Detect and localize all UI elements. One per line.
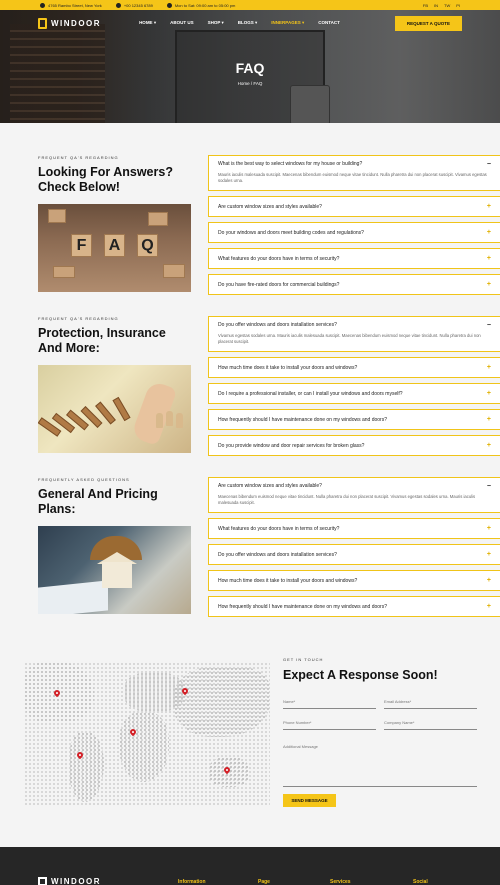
- footer-heading-services: Services: [330, 879, 351, 885]
- twitter-icon[interactable]: TW: [444, 2, 451, 8]
- section-title-line2: Check Below!: [38, 180, 120, 194]
- request-quote-button[interactable]: REQUEST A QUOTE: [395, 16, 462, 31]
- faq-item[interactable]: [208, 357, 500, 378]
- faq-item[interactable]: [208, 196, 500, 217]
- faq-accordion: [208, 155, 500, 300]
- footer-logo[interactable]: [38, 877, 101, 885]
- clock-icon: [167, 3, 172, 8]
- house-model: [102, 562, 132, 588]
- plus-icon[interactable]: +: [486, 255, 491, 262]
- faq-question[interactable]: [209, 478, 500, 494]
- section-title-line2: Plans:: [38, 502, 76, 516]
- nav-menu: [139, 20, 340, 26]
- instagram-icon[interactable]: IN: [434, 2, 438, 8]
- faq-question-text: What is the best way to select windows for my house or building?: [218, 161, 363, 167]
- faq-question[interactable]: [209, 545, 500, 564]
- plus-icon[interactable]: +: [486, 603, 491, 610]
- faq-item[interactable]: [208, 316, 500, 352]
- facebook-icon[interactable]: FB: [422, 2, 428, 8]
- nav-item-home[interactable]: HOME ▾: [139, 20, 157, 25]
- main-navigation: [0, 10, 500, 36]
- company-input[interactable]: [384, 720, 477, 725]
- wood-block: [148, 212, 168, 226]
- plus-icon[interactable]: +: [486, 281, 491, 288]
- plus-icon[interactable]: +: [486, 229, 491, 236]
- faq-item[interactable]: [208, 435, 500, 456]
- section-title-line1: Protection, Insurance: [38, 326, 166, 340]
- section-title-line1: General And Pricing: [38, 487, 158, 501]
- plus-icon[interactable]: +: [486, 577, 491, 584]
- hours-text: Mon to Sat: 09:00 am to 05:00 pm: [174, 2, 236, 8]
- faq-question[interactable]: [209, 410, 500, 429]
- section-eyebrow: FREQUENTLY ASKED QUESTIONS: [38, 477, 130, 482]
- faq-accordion: [208, 477, 500, 622]
- phone-input[interactable]: [283, 720, 376, 725]
- wooden-figure: [166, 411, 173, 426]
- faq-section-1: [38, 155, 491, 288]
- faq-question[interactable]: [209, 519, 500, 538]
- world-map: [24, 662, 270, 807]
- faq-letter-block: Q: [137, 234, 158, 257]
- faq-item[interactable]: [208, 570, 500, 591]
- footer-heading-page: Page: [258, 879, 270, 885]
- send-message-button[interactable]: SEND MESSAGE: [283, 794, 336, 807]
- map-africa: [119, 712, 169, 782]
- faq-question-text: Do you provide window and door repair services for broken glass?: [218, 442, 365, 449]
- faq-answer: Maecenas bibendum euismod neque vitae tincidunt. Nulla pharetra dui non placerat suscipit. Vivamus egestas sodales urna. Mauris iaculis malesuada suscipit.: [218, 494, 476, 505]
- email-input[interactable]: [384, 699, 477, 704]
- address-text: 4765 Rambo Street, New York: [48, 2, 102, 8]
- faq-item[interactable]: [208, 383, 500, 404]
- map-asia: [174, 667, 270, 737]
- faq-item[interactable]: [208, 477, 500, 513]
- faq-item[interactable]: [208, 544, 500, 565]
- faq-item[interactable]: [208, 518, 500, 539]
- minus-icon[interactable]: −: [486, 321, 491, 329]
- location-icon: [40, 3, 45, 8]
- pinterest-icon[interactable]: PI: [456, 2, 460, 8]
- plus-icon[interactable]: +: [486, 442, 491, 449]
- contact-title: Expect A Response Soon!: [283, 668, 438, 682]
- phone-info[interactable]: [116, 3, 153, 8]
- faq-question[interactable]: [209, 571, 500, 590]
- faq-question-text: How frequently should I have maintenance done on my windows and doors?: [218, 603, 387, 610]
- faq-question-text: Are custom window sizes and styles available?: [218, 203, 322, 210]
- faq-item[interactable]: [208, 248, 500, 269]
- faq-question[interactable]: [209, 384, 500, 403]
- top-bar: [0, 0, 500, 10]
- plus-icon[interactable]: +: [486, 551, 491, 558]
- phone-text[interactable]: +00 12345 6789: [123, 2, 153, 8]
- site-logo[interactable]: [38, 18, 101, 29]
- faq-section-2: [38, 316, 491, 449]
- faq-item[interactable]: [208, 222, 500, 243]
- faq-question[interactable]: [209, 275, 500, 294]
- faq-question[interactable]: [209, 358, 500, 377]
- domino-piece: [112, 397, 130, 421]
- faq-letter-block: A: [104, 234, 125, 257]
- email-field[interactable]: [384, 699, 477, 709]
- breadcrumb[interactable]: Home / FAQ: [237, 81, 263, 86]
- logo-icon: [38, 18, 47, 29]
- nav-item-innerpages[interactable]: INNERPAGES ▾: [271, 20, 305, 25]
- hero-banner: [0, 10, 500, 123]
- name-field[interactable]: [283, 699, 376, 709]
- faq-question-text: Do you offer windows and doors installation services?: [218, 551, 337, 558]
- faq-question-text: Do you offer windows and doors installation services?: [218, 322, 337, 328]
- wooden-figure: [176, 413, 183, 428]
- faq-item[interactable]: [208, 409, 500, 430]
- section-title-line1: Looking For Answers?: [38, 165, 173, 179]
- faq-question-text: Do you have fire-rated doors for commercial buildings?: [218, 281, 340, 288]
- company-field[interactable]: [384, 720, 477, 730]
- logo-icon: [38, 877, 47, 885]
- page-title: FAQ: [235, 60, 265, 76]
- hero-background-ac-unit: [290, 85, 330, 123]
- faq-question[interactable]: [209, 317, 500, 333]
- faq-question-text: How frequently should I have maintenance done on my windows and doors?: [218, 416, 387, 423]
- minus-icon[interactable]: −: [486, 160, 491, 168]
- faq-question[interactable]: [209, 597, 500, 616]
- wooden-figure: [156, 413, 163, 428]
- faq-section-3: [38, 477, 491, 610]
- address-info: [40, 3, 102, 8]
- name-input[interactable]: [283, 699, 376, 704]
- faq-question-text: Are custom window sizes and styles available?: [218, 483, 322, 489]
- faq-question-text: Do I require a professional installer, or can I install your windows and doors myself?: [218, 390, 403, 397]
- section-eyebrow: FREQUENT QA'S REGARDING: [38, 316, 119, 321]
- faq-item[interactable]: [208, 596, 500, 617]
- faq-item[interactable]: [208, 274, 500, 295]
- phone-icon: [116, 3, 121, 8]
- house-insurance-image: [38, 526, 191, 614]
- contact-eyebrow: GET IN TOUCH: [283, 657, 324, 662]
- faq-question[interactable]: [209, 156, 500, 172]
- contact-header: [283, 657, 478, 682]
- map-south-america: [69, 732, 104, 802]
- plus-icon[interactable]: +: [486, 525, 491, 532]
- nav-item-about[interactable]: ABOUT US: [170, 20, 194, 25]
- footer-heading-social: Social: [413, 879, 428, 885]
- faq-question[interactable]: [209, 436, 500, 455]
- faq-item[interactable]: [208, 155, 500, 191]
- site-footer: [0, 847, 500, 885]
- wood-block: [48, 209, 66, 223]
- section-eyebrow: FREQUENT QA'S REGARDING: [38, 155, 119, 160]
- wood-block: [163, 264, 185, 278]
- plus-icon[interactable]: +: [486, 390, 491, 397]
- faq-question-text: How much time does it take to install your doors and windows?: [218, 577, 358, 584]
- message-field[interactable]: [283, 744, 477, 787]
- faq-answer: Mauris iaculis malesuada suscipit. Maecenas bibendum euismod neque vitae tincidunt. Nulla pharetra dui non placerat suscipit. Vivamus egestas sodales urna.: [218, 172, 487, 183]
- faq-question-text: What features do your doors have in terms of security?: [218, 255, 340, 262]
- footer-heading-information: Information: [178, 879, 206, 885]
- faq-question-text: Do your windows and doors meet building codes and regulations?: [218, 229, 364, 236]
- logo-text: WINDOOR: [51, 18, 102, 28]
- nav-item-shop[interactable]: SHOP ▾: [207, 20, 224, 25]
- wood-block: [53, 266, 75, 278]
- faq-answer: Vivamus egestas sodales urna. Mauris iaculis malesuada suscipit. Maecenas bibendum euismod neque vitae tincidunt. Nulla pharetra dui non placerat suscipit.: [218, 333, 481, 344]
- faq-question[interactable]: [209, 223, 500, 242]
- phone-field[interactable]: [283, 720, 376, 730]
- faq-accordion: [208, 316, 500, 461]
- plus-icon[interactable]: +: [486, 416, 491, 423]
- message-input[interactable]: [283, 744, 477, 749]
- nav-item-blogs[interactable]: BLOGS ▾: [237, 20, 258, 25]
- faq-blocks-image: [38, 204, 191, 292]
- faq-question-text: What features do your doors have in terms of security?: [218, 525, 340, 532]
- nav-item-contact[interactable]: CONTACT: [318, 20, 340, 25]
- footer-logo-text: WINDOOR: [51, 877, 102, 885]
- social-links: [423, 3, 460, 8]
- faq-letter-block: F: [71, 234, 92, 257]
- plus-icon[interactable]: +: [486, 364, 491, 371]
- faq-question[interactable]: [209, 249, 500, 268]
- faq-question-text: How much time does it take to install your doors and windows?: [218, 364, 358, 371]
- faq-question[interactable]: [209, 197, 500, 216]
- document-paper: [38, 580, 108, 614]
- domino-protection-image: [38, 365, 191, 453]
- section-title-line2: And More:: [38, 341, 100, 355]
- minus-icon[interactable]: −: [486, 482, 491, 490]
- hours-info: [167, 3, 235, 8]
- plus-icon[interactable]: +: [486, 203, 491, 210]
